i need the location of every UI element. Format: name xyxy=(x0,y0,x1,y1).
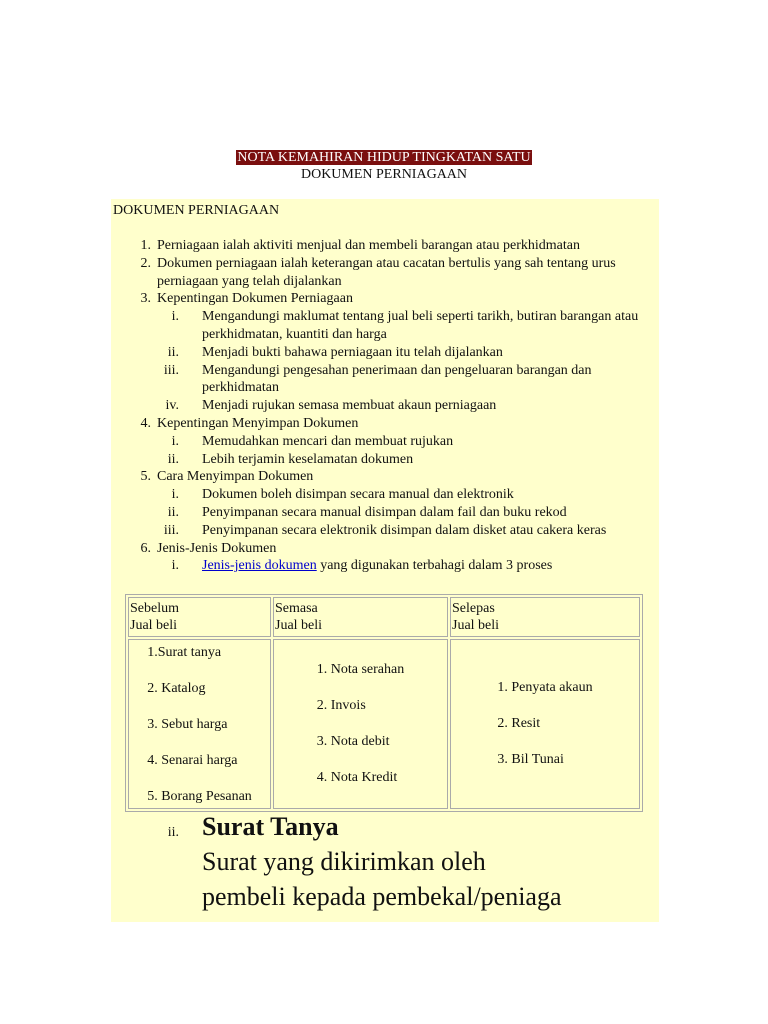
sub-item-text: Dokumen boleh disimpan secara manual dan elektronik xyxy=(202,487,514,503)
sub-item-number: i. xyxy=(171,558,179,574)
page-title: NOTA KEMAHIRAN HIDUP TINGKATAN SATU xyxy=(237,150,531,165)
list-item xyxy=(111,468,659,486)
header-line: Jual beli xyxy=(452,618,500,633)
cell-semasa xyxy=(273,639,448,809)
list-item: 2. Resit xyxy=(497,716,541,731)
document-types-link[interactable]: Jenis-jenis dokumen xyxy=(202,558,317,574)
list-item xyxy=(111,540,659,558)
item-text: Cara Menyimpan Dokumen xyxy=(157,469,314,485)
header-line: Jual beli xyxy=(275,618,323,633)
sub-item-number: iii. xyxy=(163,522,179,538)
process-table xyxy=(125,594,643,812)
item-text: Kepentingan Dokumen Perniagaan xyxy=(157,291,353,307)
sub-item-number: i. xyxy=(171,487,179,503)
list-item xyxy=(111,415,659,433)
definition-line: pembeli kepada pembekal/peniaga xyxy=(202,882,562,911)
header-cell-sebelum xyxy=(128,597,271,637)
sub-list-item xyxy=(111,308,659,344)
list-item xyxy=(111,290,659,308)
list-item: 4. Nota Kredit xyxy=(316,770,398,785)
header-cell-semasa xyxy=(273,597,448,637)
table-header-row xyxy=(128,597,640,637)
header-line: Jual beli xyxy=(130,618,178,633)
header-cell-selepas xyxy=(450,597,640,637)
sub-item-text: Penyimpanan secara elektronik disimpan dalam disket atau cakera keras xyxy=(202,522,607,538)
semasa-list xyxy=(317,661,404,787)
sub-item-number: i. xyxy=(171,309,179,325)
list-item: 1.Surat tanya xyxy=(147,645,222,660)
sub-item-number: ii. xyxy=(167,451,179,467)
sub-list-item xyxy=(111,504,659,522)
item-text: Jenis-Jenis Dokumen xyxy=(157,540,277,556)
page-header xyxy=(0,149,768,183)
sub-item-number: ii. xyxy=(167,825,179,840)
header-line: Sebelum xyxy=(130,601,179,616)
sub-item-number: iv. xyxy=(165,398,179,414)
item-number: 4. xyxy=(140,415,151,431)
item-number: 5. xyxy=(140,469,151,485)
selepas-list xyxy=(497,679,592,769)
header-line: Semasa xyxy=(275,601,318,616)
sub-list-item xyxy=(111,486,659,504)
sub-item-text: Lebih terjamin keselamatan dokumen xyxy=(202,451,414,467)
sub-item-number: iii. xyxy=(163,362,179,378)
definition-line: Surat yang dikirimkan oleh xyxy=(202,847,486,876)
list-item: 1. Nota serahan xyxy=(316,662,405,677)
list-item xyxy=(111,237,659,255)
sub-list-item xyxy=(111,522,659,540)
cell-sebelum xyxy=(128,639,271,809)
sub-item-text: Menjadi rujukan semasa membuat akaun perniagaan xyxy=(202,398,497,414)
item-text: Kepentingan Menyimpan Dokumen xyxy=(157,415,359,431)
item-text: Dokumen perniagaan ialah keterangan atau cacatan bertulis yang sah tentang urus perniagaan yang telah dijalankan xyxy=(157,255,616,289)
sub-item-text: Memudahkan mencari dan membuat rujukan xyxy=(202,433,454,449)
list-item: 4. Senarai harga xyxy=(147,753,238,768)
sub-list-item xyxy=(111,557,659,575)
list-item: 3. Sebut harga xyxy=(147,717,228,732)
item-text: Perniagaan ialah aktiviti menjual dan membeli barangan atau perkhidmatan xyxy=(157,238,580,253)
item-number: 6. xyxy=(140,540,151,556)
sub-item-text: Menjadi bukti bahawa perniagaan itu telah dijalankan xyxy=(202,344,503,360)
sub-item-text: Mengandungi pengesahan penerimaan dan pengeluaran barangan dan perkhidmatan xyxy=(202,362,592,396)
cell-selepas xyxy=(450,639,640,809)
section-heading: Surat Tanya xyxy=(202,812,339,841)
list-item: 2. Katalog xyxy=(147,681,206,696)
sub-list-item xyxy=(111,433,659,451)
list-item: 5. Borang Pesanan xyxy=(147,789,252,804)
sub-list-item xyxy=(111,344,659,362)
sub-list-item xyxy=(111,397,659,415)
sub-item-text: Penyimpanan secara manual disimpan dalam fail dan buku rekod xyxy=(202,504,567,520)
list-item: 3. Bil Tunai xyxy=(497,752,564,767)
item-number: 2. xyxy=(140,255,151,271)
sub-item-text: Mengandungi maklumat tentang jual beli seperti tarikh, butiran barangan atau perkhidmatan, kuantiti dan harga xyxy=(202,309,639,342)
surat-tanya-content xyxy=(202,809,659,914)
sub-list-item xyxy=(111,451,659,469)
sebelum-list xyxy=(147,642,252,806)
header-line: Selepas xyxy=(452,601,495,616)
panel-heading: DOKUMEN PERNIAGAAN xyxy=(113,203,280,218)
list-item: 2. Invois xyxy=(316,698,366,713)
list-item xyxy=(111,255,659,291)
list-item: 3. Nota debit xyxy=(316,734,390,749)
sub-list-item xyxy=(111,362,659,398)
list-item: 1. Penyata akaun xyxy=(497,680,593,695)
sub-item-number: i. xyxy=(171,433,179,449)
numbered-list xyxy=(111,237,659,575)
table-body-row xyxy=(128,639,640,809)
page-subtitle: DOKUMEN PERNIAGAAN xyxy=(300,167,468,182)
item-number: 3. xyxy=(140,291,151,307)
sub-item-text: yang digunakan terbahagi dalam 3 proses xyxy=(316,558,553,574)
item-number: 1. xyxy=(140,238,151,253)
sub-item-number: ii. xyxy=(167,344,179,360)
content-panel xyxy=(111,199,659,922)
sub-item-number: ii. xyxy=(167,504,179,520)
